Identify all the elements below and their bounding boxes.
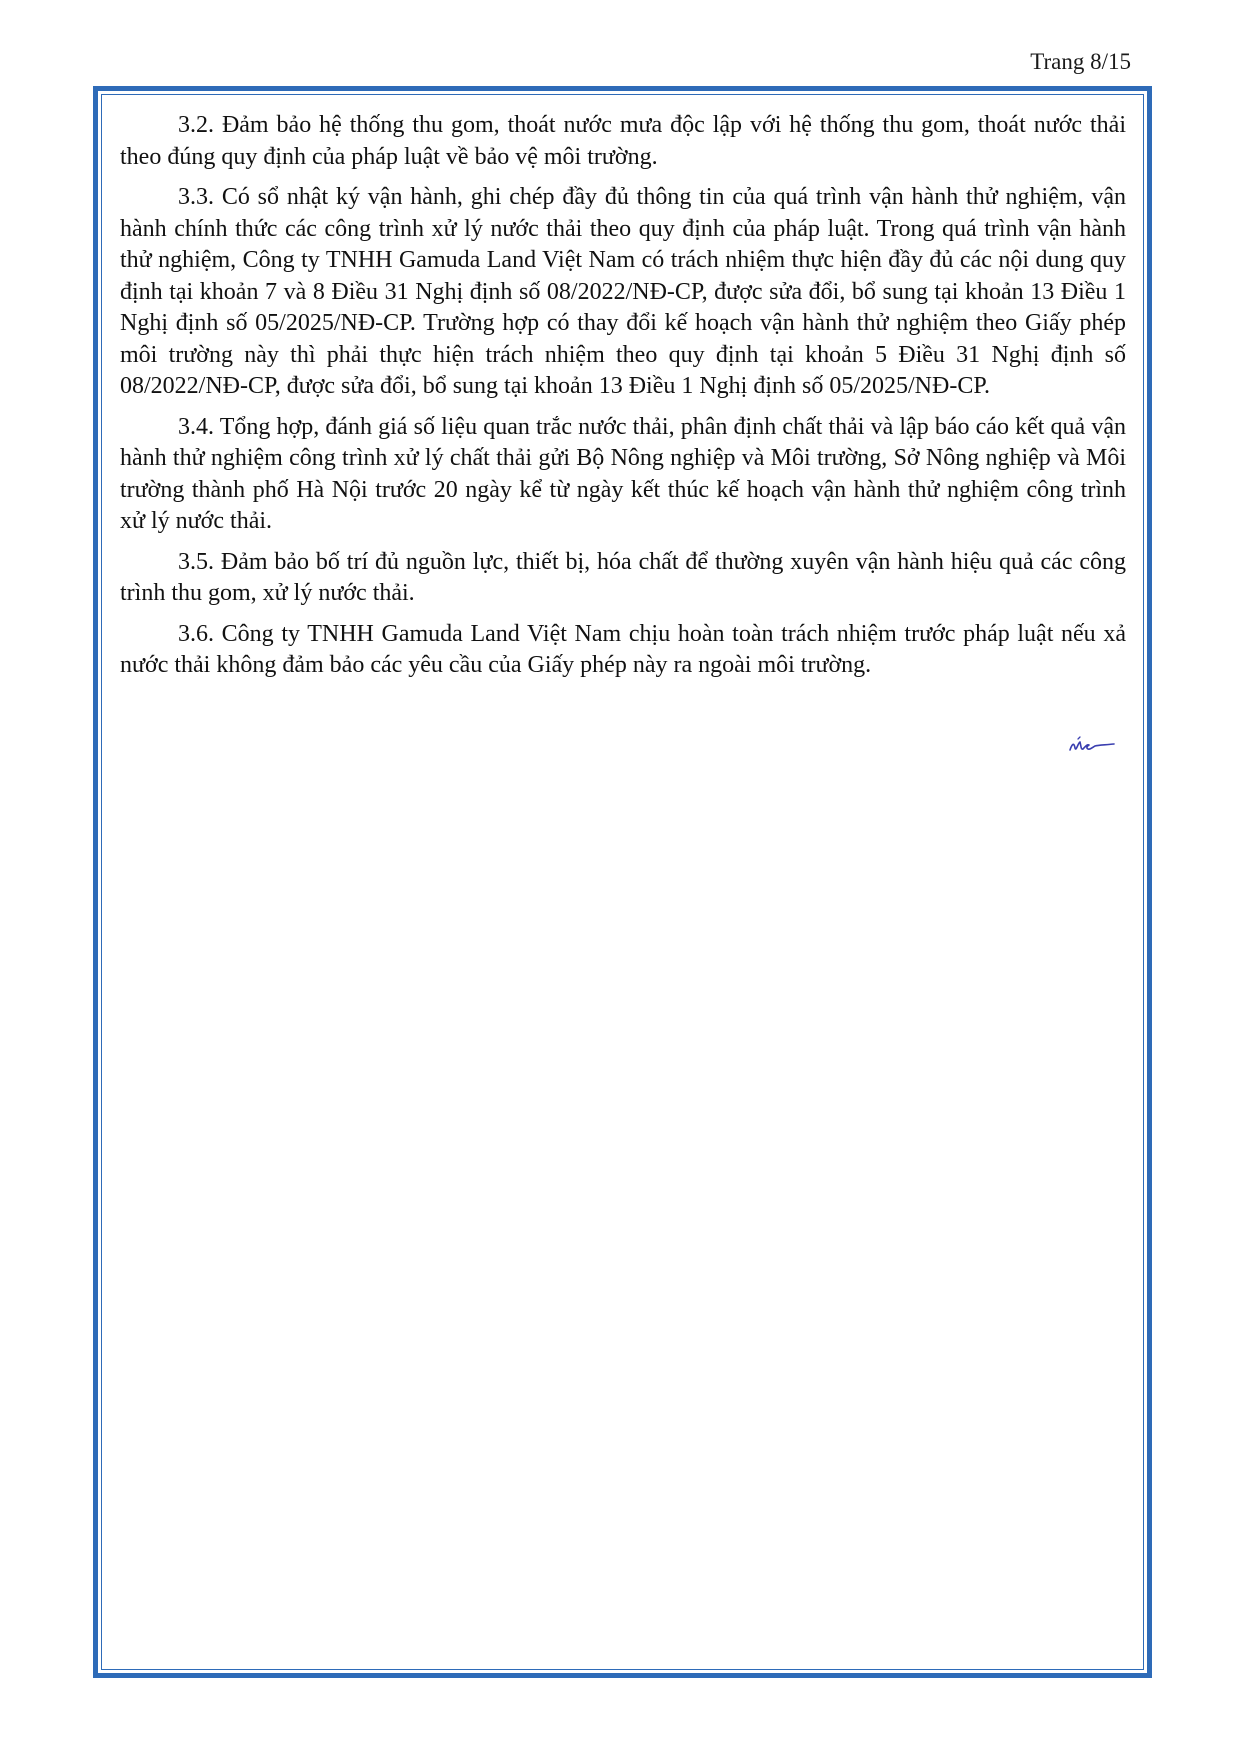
paragraph-3-6: 3.6. Công ty TNHH Gamuda Land Việt Nam chịu hoàn toàn trách nhiệm trước pháp luật nếu xả nước thải không đảm bảo các yêu cầu của Giấy phép này ra ngoài môi trường.	[120, 620, 1126, 678]
paragraph-3-2: 3.2. Đảm bảo hệ thống thu gom, thoát nước mưa độc lập với hệ thống thu gom, thoát nước thải theo đúng quy định của pháp luật về bảo vệ môi trường.	[120, 112, 1126, 170]
page-number: Trang 8/15	[1030, 49, 1131, 74]
paragraph-3-3: 3.3. Có sổ nhật ký vận hành, ghi chép đầy đủ thông tin của quá trình vận hành thử nghiệm, vận hành chính thức các công trình xử lý nước thải theo quy định của pháp luật. Trong quá trình vận hành thử nghiệm, Công ty TNHH Gamuda Land Việt Nam có trách nhiệm thực hiện đầy đủ các nội dung quy định tại khoản 7 và 8 Điều 31 Nghị định số 08/2022/NĐ-CP, được sửa đổi, bổ sung tại khoản 13 Điều 1 Nghị định số 05/2025/NĐ-CP. Trường hợp có thay đổi kế hoạch vận hành thử nghiệm theo Giấy phép môi trường này thì phải thực hiện trách nhiệm theo quy định tại khoản 5 Điều 31 Nghị định số 08/2022/NĐ-CP, được sửa đổi, bổ sung tại khoản 13 Điều 1 Nghị định số 05/2025/NĐ-CP.	[120, 184, 1126, 399]
document-body	[120, 110, 1126, 691]
handwritten-initials-icon	[1068, 734, 1116, 758]
paragraph-3-4: 3.4. Tổng hợp, đánh giá số liệu quan trắc nước thải, phân định chất thải và lập báo cáo kết quả vận hành thử nghiệm công trình xử lý chất thải gửi Bộ Nông nghiệp và Môi trường, Sở Nông nghiệp và Môi trường thành phố Hà Nội trước 20 ngày kể từ ngày kết thúc kế hoạch vận hành thử nghiệm công trình xử lý nước thải.	[120, 413, 1126, 534]
paragraph-3-5: 3.5. Đảm bảo bố trí đủ nguồn lực, thiết bị, hóa chất để thường xuyên vận hành hiệu quả các công trình thu gom, xử lý nước thải.	[120, 548, 1126, 606]
